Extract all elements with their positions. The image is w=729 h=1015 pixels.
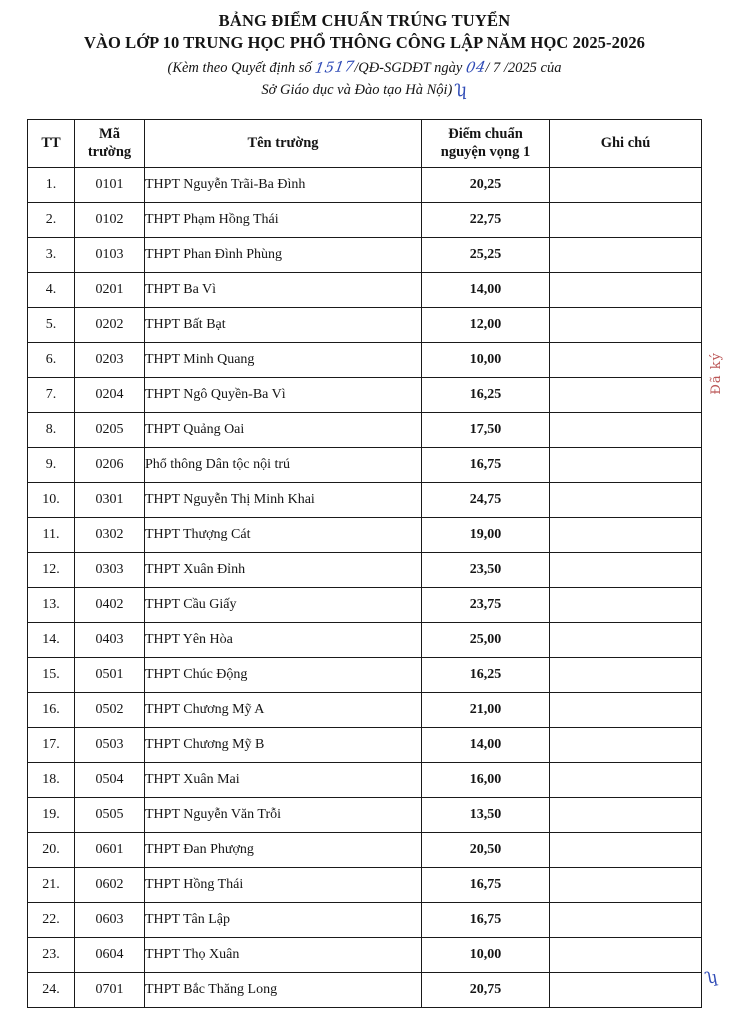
- cell-index: 11.: [28, 517, 75, 552]
- decision-middle: /QĐ-SGDĐT ngày: [354, 59, 463, 76]
- cell-notes: [550, 972, 702, 1007]
- cell-school-name: THPT Đan Phượng: [145, 832, 422, 867]
- margin-annotation: Đã ký: [709, 352, 725, 395]
- cell-notes: [550, 937, 702, 972]
- cell-index: 19.: [28, 797, 75, 832]
- table-header: [28, 119, 702, 167]
- cell-benchmark-score: 17,50: [422, 412, 550, 447]
- cell-school-name: THPT Thượng Cát: [145, 517, 422, 552]
- column-header-benchmark-score-line1: Điểm chuẩn: [448, 126, 523, 143]
- cell-school-code: 0103: [75, 237, 145, 272]
- cell-school-name: THPT Tân Lập: [145, 902, 422, 937]
- cell-index: 9.: [28, 447, 75, 482]
- cell-school-code: 0206: [75, 447, 145, 482]
- issuing-authority-line: [0, 79, 729, 105]
- cell-index: 7.: [28, 377, 75, 412]
- cell-notes: [550, 552, 702, 587]
- table-row: [28, 657, 702, 692]
- cell-benchmark-score: 10,00: [422, 342, 550, 377]
- cell-benchmark-score: 16,25: [422, 657, 550, 692]
- table-row: [28, 377, 702, 412]
- cell-index: 12.: [28, 552, 75, 587]
- table-row: [28, 622, 702, 657]
- table-row: [28, 832, 702, 867]
- cell-school-name: Phổ thông Dân tộc nội trú: [145, 447, 422, 482]
- cell-school-code: 0601: [75, 832, 145, 867]
- cell-notes: [550, 482, 702, 517]
- table-row: [28, 972, 702, 1007]
- cell-school-name: THPT Bắc Thăng Long: [145, 972, 422, 1007]
- cell-benchmark-score: 23,75: [422, 587, 550, 622]
- document-header: [0, 0, 729, 105]
- cell-index: 1.: [28, 167, 75, 202]
- cell-school-code: 0505: [75, 797, 145, 832]
- cell-index: 24.: [28, 972, 75, 1007]
- table-row: [28, 307, 702, 342]
- cell-school-name: THPT Nguyễn Trãi-Ba Đình: [145, 167, 422, 202]
- cell-notes: [550, 832, 702, 867]
- cell-index: 17.: [28, 727, 75, 762]
- cell-school-name: THPT Chương Mỹ B: [145, 727, 422, 762]
- cell-school-code: 0205: [75, 412, 145, 447]
- cell-benchmark-score: 24,75: [422, 482, 550, 517]
- cell-benchmark-score: 14,00: [422, 727, 550, 762]
- page-title-line-2: VÀO LỚP 10 TRUNG HỌC PHỔ THÔNG CÔNG LẬP NĂM HỌC 2025-2026: [83, 33, 646, 53]
- cell-school-code: 0504: [75, 762, 145, 797]
- table-row: [28, 342, 702, 377]
- cell-benchmark-score: 22,75: [422, 202, 550, 237]
- cell-notes: [550, 692, 702, 727]
- cell-school-code: 0301: [75, 482, 145, 517]
- cell-notes: [550, 657, 702, 692]
- decision-suffix: / 7 /2025 của: [485, 59, 562, 76]
- cell-school-code: 0501: [75, 657, 145, 692]
- cell-school-code: 0303: [75, 552, 145, 587]
- table-row: [28, 412, 702, 447]
- cell-index: 4.: [28, 272, 75, 307]
- cell-index: 10.: [28, 482, 75, 517]
- column-header-school-name: Tên trường: [145, 119, 422, 167]
- column-header-notes: Ghi chú: [550, 119, 702, 167]
- cell-index: 8.: [28, 412, 75, 447]
- cell-index: 23.: [28, 937, 75, 972]
- cell-notes: [550, 762, 702, 797]
- signature-mark-icon: ʮ: [452, 80, 469, 103]
- table-row: [28, 167, 702, 202]
- handwritten-decision-number: 1517: [313, 58, 356, 77]
- cell-notes: [550, 412, 702, 447]
- cell-school-name: THPT Yên Hòa: [145, 622, 422, 657]
- cell-benchmark-score: 23,50: [422, 552, 550, 587]
- cell-index: 6.: [28, 342, 75, 377]
- cell-school-code: 0502: [75, 692, 145, 727]
- cell-school-code: 0701: [75, 972, 145, 1007]
- cell-school-code: 0202: [75, 307, 145, 342]
- column-header-benchmark-score-line2: nguyện vọng 1: [440, 144, 531, 161]
- cell-school-code: 0201: [75, 272, 145, 307]
- cell-notes: [550, 587, 702, 622]
- cell-index: 21.: [28, 867, 75, 902]
- cell-school-name: THPT Cầu Giấy: [145, 587, 422, 622]
- page-title-line-1: BẢNG ĐIỂM CHUẨN TRÚNG TUYỂN: [218, 11, 511, 30]
- cell-index: 20.: [28, 832, 75, 867]
- handwritten-day: 04: [464, 59, 487, 77]
- column-header-school-code: [75, 119, 145, 167]
- cell-school-name: THPT Phạm Hồng Thái: [145, 202, 422, 237]
- cell-school-name: THPT Xuân Đỉnh: [145, 552, 422, 587]
- cell-notes: [550, 167, 702, 202]
- cell-benchmark-score: 16,25: [422, 377, 550, 412]
- cell-school-name: THPT Chúc Động: [145, 657, 422, 692]
- table-row: [28, 517, 702, 552]
- column-header-benchmark-score: [422, 119, 550, 167]
- cell-benchmark-score: 20,75: [422, 972, 550, 1007]
- cell-school-name: THPT Thọ Xuân: [145, 937, 422, 972]
- cell-benchmark-score: 20,50: [422, 832, 550, 867]
- cell-school-name: THPT Nguyễn Văn Trỗi: [145, 797, 422, 832]
- table-row: [28, 692, 702, 727]
- cell-school-code: 0602: [75, 867, 145, 902]
- column-header-school-code-line1: Mã: [99, 126, 120, 143]
- cell-index: 15.: [28, 657, 75, 692]
- table-row: [28, 937, 702, 972]
- cell-notes: [550, 622, 702, 657]
- cell-school-name: THPT Ngô Quyền-Ba Vì: [145, 377, 422, 412]
- cell-school-code: 0204: [75, 377, 145, 412]
- table-row: [28, 202, 702, 237]
- cell-benchmark-score: 19,00: [422, 517, 550, 552]
- cell-benchmark-score: 13,50: [422, 797, 550, 832]
- cell-notes: [550, 342, 702, 377]
- cell-school-code: 0102: [75, 202, 145, 237]
- cell-school-name: THPT Phan Đình Phùng: [145, 237, 422, 272]
- cell-school-code: 0101: [75, 167, 145, 202]
- cell-school-code: 0302: [75, 517, 145, 552]
- cell-school-code: 0603: [75, 902, 145, 937]
- table-row: [28, 797, 702, 832]
- issuing-authority-text: Sở Giáo dục và Đào tạo Hà Nội): [261, 82, 453, 99]
- cell-index: 13.: [28, 587, 75, 622]
- cell-school-name: THPT Ba Vì: [145, 272, 422, 307]
- table-body: [28, 167, 702, 1007]
- cell-school-code: 0604: [75, 937, 145, 972]
- cell-notes: [550, 517, 702, 552]
- cell-school-name: THPT Xuân Mai: [145, 762, 422, 797]
- cell-index: 16.: [28, 692, 75, 727]
- cell-notes: [550, 447, 702, 482]
- decision-reference-line: [0, 58, 729, 80]
- column-header-tt: TT: [28, 119, 75, 167]
- cell-school-name: THPT Minh Quang: [145, 342, 422, 377]
- cell-index: 2.: [28, 202, 75, 237]
- table-header-row: [28, 119, 702, 167]
- cell-notes: [550, 307, 702, 342]
- cell-school-name: THPT Bất Bạt: [145, 307, 422, 342]
- cell-benchmark-score: 25,00: [422, 622, 550, 657]
- cell-school-code: 0403: [75, 622, 145, 657]
- cell-benchmark-score: 16,75: [422, 902, 550, 937]
- cell-benchmark-score: 16,75: [422, 867, 550, 902]
- table-row: [28, 482, 702, 517]
- cell-school-code: 0402: [75, 587, 145, 622]
- cell-school-name: THPT Hồng Thái: [145, 867, 422, 902]
- table-row: [28, 727, 702, 762]
- cell-notes: [550, 377, 702, 412]
- cell-notes: [550, 902, 702, 937]
- table-row: [28, 587, 702, 622]
- table-row: [28, 237, 702, 272]
- cell-school-name: THPT Nguyễn Thị Minh Khai: [145, 482, 422, 517]
- cell-benchmark-score: 20,25: [422, 167, 550, 202]
- table-row: [28, 272, 702, 307]
- table-row: [28, 552, 702, 587]
- column-header-school-code-line2: trường: [87, 144, 132, 161]
- cell-school-code: 0503: [75, 727, 145, 762]
- table-row: [28, 447, 702, 482]
- cell-benchmark-score: 16,75: [422, 447, 550, 482]
- cell-notes: [550, 202, 702, 237]
- cell-notes: [550, 272, 702, 307]
- table-row: [28, 902, 702, 937]
- cell-index: 5.: [28, 307, 75, 342]
- cell-benchmark-score: 10,00: [422, 937, 550, 972]
- cell-index: 3.: [28, 237, 75, 272]
- bottom-signature-mark-icon: ʮ: [702, 967, 719, 988]
- cell-school-name: THPT Chương Mỹ A: [145, 692, 422, 727]
- cell-index: 22.: [28, 902, 75, 937]
- cell-benchmark-score: 21,00: [422, 692, 550, 727]
- cell-school-name: THPT Quảng Oai: [145, 412, 422, 447]
- cell-notes: [550, 797, 702, 832]
- benchmark-scores-table: [27, 119, 702, 1008]
- cell-index: 18.: [28, 762, 75, 797]
- cell-notes: [550, 867, 702, 902]
- cell-notes: [550, 237, 702, 272]
- cell-school-code: 0203: [75, 342, 145, 377]
- cell-benchmark-score: 14,00: [422, 272, 550, 307]
- cell-benchmark-score: 12,00: [422, 307, 550, 342]
- cell-index: 14.: [28, 622, 75, 657]
- table-row: [28, 762, 702, 797]
- cell-notes: [550, 727, 702, 762]
- cell-benchmark-score: 25,25: [422, 237, 550, 272]
- decision-prefix: (Kèm theo Quyết định số: [167, 59, 312, 76]
- table-row: [28, 867, 702, 902]
- cell-benchmark-score: 16,00: [422, 762, 550, 797]
